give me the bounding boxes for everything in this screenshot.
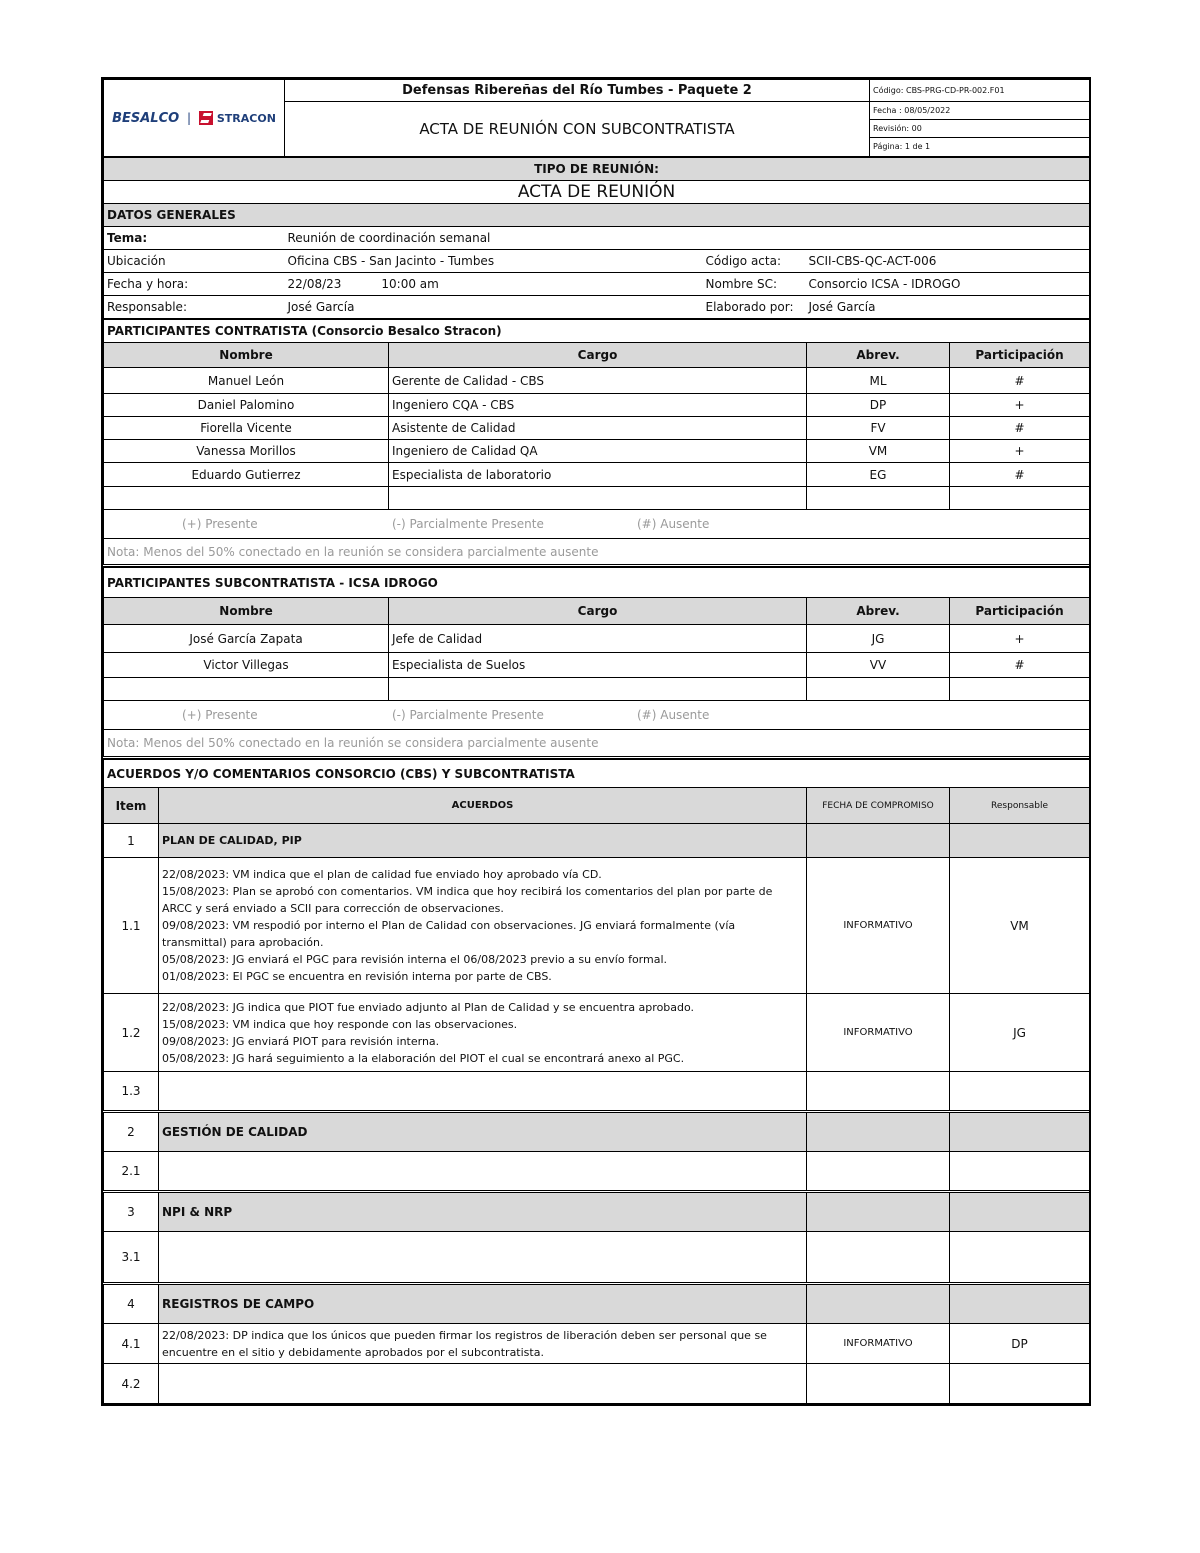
agreements-table bbox=[103, 759, 1090, 1404]
table-row bbox=[104, 417, 1090, 440]
project-name: Defensas Ribereñas del Río Tumbes - Paquete 2 bbox=[285, 80, 870, 102]
subcontractor-note: Nota: Menos del 50% conectado en la reunión se considera parcialmente ausente bbox=[104, 730, 1090, 758]
col-responsable: Responsable bbox=[950, 788, 1090, 824]
legend-parcial: (-) Parcialmente Presente bbox=[392, 517, 544, 531]
section-number: 1 bbox=[104, 824, 159, 858]
agreement-line: 15/08/2023: VM indica que hoy responde con las observaciones. bbox=[162, 1017, 518, 1031]
commitment-date: INFORMATIVO bbox=[807, 858, 950, 994]
agreement-line: 09/08/2023: JG enviará PIOT para revisión interna. bbox=[162, 1034, 440, 1048]
participant-role: Asistente de Calidad bbox=[389, 417, 807, 440]
section-number: 2 bbox=[104, 1112, 159, 1152]
section-row bbox=[104, 1284, 1090, 1324]
agreement-row bbox=[104, 1072, 1090, 1112]
agreement-row bbox=[104, 1152, 1090, 1192]
participant-name: Manuel León bbox=[104, 368, 389, 394]
nombre-sc-label: Nombre SC: bbox=[703, 273, 806, 296]
company-logos bbox=[104, 80, 285, 157]
agreement-text bbox=[159, 858, 807, 994]
participant-status: # bbox=[950, 463, 1090, 487]
agreement-text bbox=[159, 1324, 807, 1364]
tema-label: Tema: bbox=[104, 227, 285, 250]
participant-name: Eduardo Gutierrez bbox=[104, 463, 389, 487]
agreement-row bbox=[104, 994, 1090, 1072]
table-row bbox=[104, 463, 1090, 487]
agreement-text bbox=[159, 994, 807, 1072]
doc-revision: Revisión: 00 bbox=[870, 120, 1089, 138]
participant-role: Especialista de Suelos bbox=[389, 653, 807, 678]
table-row bbox=[104, 440, 1090, 463]
meeting-type-value: ACTA DE REUNIÓN bbox=[104, 181, 1090, 204]
section-title: PLAN DE CALIDAD, PIP bbox=[159, 824, 807, 858]
agreement-line: 22/08/2023: DP indica que los únicos que pueden firmar los registros de liberación deben ser personal que se encuentre en el sitio y debidamente aprobados por el subcontratista. bbox=[162, 1328, 767, 1359]
doc-date: Fecha : 08/05/2022 bbox=[870, 102, 1090, 120]
participant-status: # bbox=[950, 653, 1090, 678]
legend-presente: (+) Presente bbox=[182, 517, 258, 531]
participant-name: Fiorella Vicente bbox=[104, 417, 389, 440]
participant-abbrev: FV bbox=[807, 417, 950, 440]
participant-status: + bbox=[950, 625, 1090, 653]
participant-status: # bbox=[950, 417, 1090, 440]
legend-ausente: (#) Ausente bbox=[637, 708, 710, 722]
responsible: JG bbox=[950, 994, 1090, 1072]
col-cargo: Cargo bbox=[389, 598, 807, 625]
elaborado-label: Elaborado por: bbox=[703, 296, 806, 319]
commitment-date: INFORMATIVO bbox=[807, 994, 950, 1072]
table-row-empty bbox=[104, 487, 1090, 510]
participant-abbrev: JG bbox=[807, 625, 950, 653]
subcontractor-section-title: PARTICIPANTES SUBCONTRATISTA - ICSA IDROGO bbox=[104, 568, 1090, 598]
table-row bbox=[104, 625, 1090, 653]
section-row bbox=[104, 1192, 1090, 1232]
doc-code: Código: CBS-PRG-CD-PR-002.F01 bbox=[870, 80, 1090, 102]
col-participacion: Participación bbox=[950, 343, 1090, 368]
participant-abbrev: ML bbox=[807, 368, 950, 394]
item-number: 1.3 bbox=[104, 1072, 159, 1112]
fecha-hora-value bbox=[285, 273, 703, 296]
participant-status: + bbox=[950, 440, 1090, 463]
section-number: 4 bbox=[104, 1284, 159, 1324]
participant-role: Ingeniero de Calidad QA bbox=[389, 440, 807, 463]
fecha-label: Fecha y hora: bbox=[104, 273, 285, 296]
responsable-label: Responsable: bbox=[104, 296, 285, 319]
hora-value: 10:00 am bbox=[381, 277, 439, 291]
general-data bbox=[103, 157, 1090, 319]
stracon-logo-icon bbox=[199, 111, 213, 125]
participant-abbrev: DP bbox=[807, 394, 950, 417]
responsable-value: José García bbox=[285, 296, 703, 319]
item-number: 3.1 bbox=[104, 1232, 159, 1284]
agreements-title: ACUERDOS Y/O COMENTARIOS CONSORCIO (CBS) Y SUBCONTRATISTA bbox=[104, 760, 1090, 788]
participation-legend bbox=[104, 510, 1090, 539]
legend-presente: (+) Presente bbox=[182, 708, 258, 722]
table-row bbox=[104, 394, 1090, 417]
contractor-participants bbox=[103, 319, 1090, 567]
participation-legend bbox=[104, 701, 1090, 730]
general-data-title: DATOS GENERALES bbox=[104, 204, 1090, 227]
agreement-row bbox=[104, 858, 1090, 994]
section-row bbox=[104, 1112, 1090, 1152]
agreement-line: 01/08/2023: El PGC se encuentra en revisión interna por parte de CBS. bbox=[162, 970, 552, 983]
fecha-value: 22/08/23 bbox=[287, 277, 342, 291]
meeting-minutes-document bbox=[101, 77, 1091, 1406]
participant-name: Vanessa Morillos bbox=[104, 440, 389, 463]
responsible: DP bbox=[950, 1324, 1090, 1364]
table-row-empty bbox=[104, 678, 1090, 701]
col-abrev: Abrev. bbox=[807, 598, 950, 625]
col-abrev: Abrev. bbox=[807, 343, 950, 368]
agreement-row bbox=[104, 1232, 1090, 1284]
legend-parcial: (-) Parcialmente Presente bbox=[392, 708, 544, 722]
meeting-type-label: TIPO DE REUNIÓN: bbox=[104, 158, 1090, 181]
item-number: 4.2 bbox=[104, 1364, 159, 1404]
item-number: 1.1 bbox=[104, 858, 159, 994]
section-row bbox=[104, 824, 1090, 858]
section-number: 3 bbox=[104, 1192, 159, 1232]
doc-page: Página: 1 de 1 bbox=[873, 142, 931, 151]
section-title: NPI & NRP bbox=[159, 1192, 807, 1232]
item-number: 4.1 bbox=[104, 1324, 159, 1364]
col-item: Item bbox=[104, 788, 159, 824]
participant-abbrev: VV bbox=[807, 653, 950, 678]
besalco-logo: BESALCO bbox=[112, 110, 180, 126]
col-participacion: Participación bbox=[950, 598, 1090, 625]
codigo-acta-label: Código acta: bbox=[703, 250, 806, 273]
agreement-row bbox=[104, 1364, 1090, 1404]
participant-role: Ingeniero CQA - CBS bbox=[389, 394, 807, 417]
participant-role: Jefe de Calidad bbox=[389, 625, 807, 653]
ubicacion-value: Oficina CBS - San Jacinto - Tumbes bbox=[285, 250, 703, 273]
participant-abbrev: EG bbox=[807, 463, 950, 487]
stracon-logo: STRACON bbox=[216, 111, 276, 125]
ubicacion-label: Ubicación bbox=[104, 250, 285, 273]
logo-separator: | bbox=[187, 110, 192, 125]
col-nombre: Nombre bbox=[104, 343, 389, 368]
responsible: VM bbox=[950, 858, 1090, 994]
elaborado-value: José García bbox=[806, 296, 1090, 319]
col-acuerdos: ACUERDOS bbox=[159, 788, 807, 824]
document-title: ACTA DE REUNIÓN CON SUBCONTRATISTA bbox=[285, 102, 870, 157]
contractor-note: Nota: Menos del 50% conectado en la reunión se considera parcialmente ausente bbox=[104, 539, 1090, 566]
codigo-acta-value: SCII-CBS-QC-ACT-006 bbox=[806, 250, 1090, 273]
agreement-line: 05/08/2023: JG hará seguimiento a la elaboración del PIOT el cual se encontrará anexo al PGC. bbox=[162, 1051, 685, 1065]
item-number: 2.1 bbox=[104, 1152, 159, 1192]
agreement-line: 05/08/2023: JG enviará el PGC para revisión interna el 06/08/2023 previo a su envío formal. bbox=[162, 953, 668, 966]
item-number: 1.2 bbox=[104, 994, 159, 1072]
participant-status: # bbox=[950, 368, 1090, 394]
contractor-section-title: PARTICIPANTES CONTRATISTA (Consorcio Besalco Stracon) bbox=[104, 320, 1090, 343]
participant-name: Victor Villegas bbox=[104, 653, 389, 678]
participant-name: José García Zapata bbox=[104, 625, 389, 653]
table-row bbox=[104, 368, 1090, 394]
table-row bbox=[104, 653, 1090, 678]
tema-value: Reunión de coordinación semanal bbox=[285, 227, 1090, 250]
section-title: REGISTROS DE CAMPO bbox=[159, 1284, 807, 1324]
commitment-date: INFORMATIVO bbox=[807, 1324, 950, 1364]
agreement-line: 22/08/2023: VM indica que el plan de calidad fue enviado hoy aprobado vía CD. bbox=[162, 868, 602, 881]
nombre-sc-value: Consorcio ICSA - IDROGO bbox=[806, 273, 1090, 296]
section-title: GESTIÓN DE CALIDAD bbox=[159, 1112, 807, 1152]
participant-role: Especialista de laboratorio bbox=[389, 463, 807, 487]
col-fecha-compromiso: FECHA DE COMPROMISO bbox=[807, 788, 950, 824]
legend-ausente: (#) Ausente bbox=[637, 517, 710, 531]
agreement-row bbox=[104, 1324, 1090, 1364]
col-cargo: Cargo bbox=[389, 343, 807, 368]
col-nombre: Nombre bbox=[104, 598, 389, 625]
agreement-line: 22/08/2023: JG indica que PIOT fue enviado adjunto al Plan de Calidad y se encuentra aprobado. bbox=[162, 1000, 695, 1014]
participant-status: + bbox=[950, 394, 1090, 417]
doc-rev-page bbox=[870, 120, 1090, 157]
subcontractor-participants bbox=[103, 567, 1090, 759]
agreement-line: 09/08/2023: VM respodió por interno el Plan de Calidad con observaciones. JG enviará formalmente (vía transmittal) para aprobación. bbox=[162, 919, 736, 949]
agreement-line: 15/08/2023: Plan se aprobó con comentarios. VM indica que hoy recibirá los comentarios del plan por parte de ARCC y será enviado a SCII para corrección de observaciones. bbox=[162, 885, 773, 915]
document-header bbox=[103, 79, 1090, 157]
participant-name: Daniel Palomino bbox=[104, 394, 389, 417]
participant-abbrev: VM bbox=[807, 440, 950, 463]
participant-role: Gerente de Calidad - CBS bbox=[389, 368, 807, 394]
